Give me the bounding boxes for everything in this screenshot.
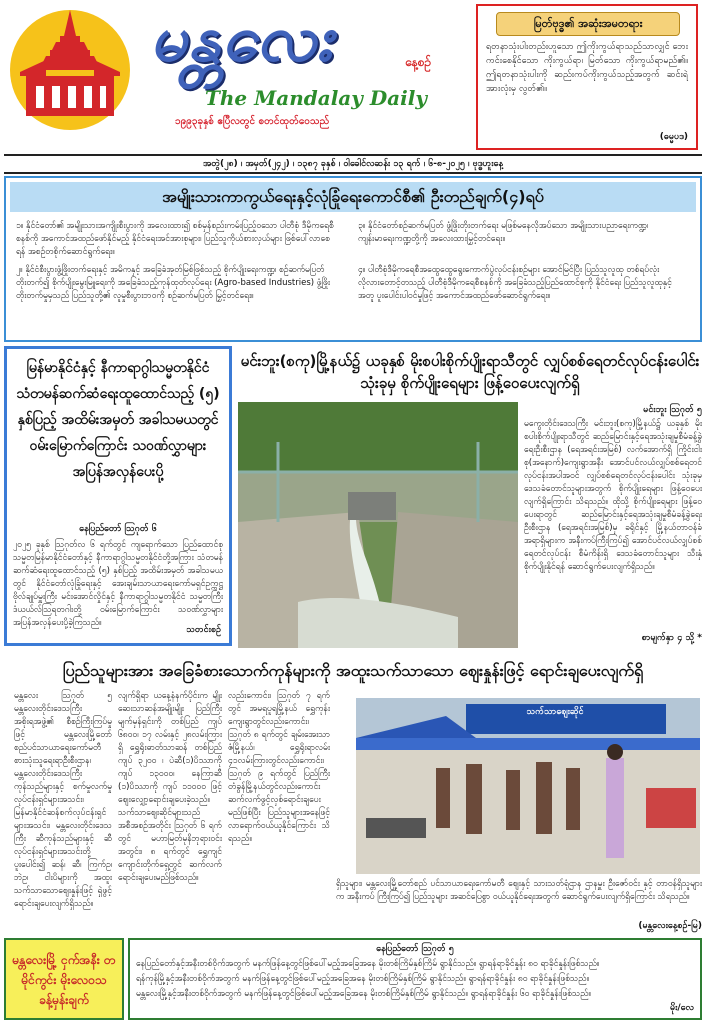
sayings-source: (ဓမ္မပဒ) <box>659 132 688 142</box>
objective-item-4: ၄။ ပါတီစုံဒီမိုကရေစီအထွေထွေရွေးကောက်ပွဲလုပ်ငန်းစဉ်များ အောင်မြင်ပြီး ပြည်သူလူထု တစ်ရပ်လုံး လိုလားတောင့်တသည့် ပါတီစုံဒီမိုကရေစီစနစ်ကို အခြေခံသည့်ပြည်ထောင်စုကို နိုင်ငံရေး ပြည်သူလူထုနှင့်အတူ ပူးပေါင်းပါဝင်မှုဖြင့် အကောင်အထည်ဖော်ဆောင်ရွက်ရေး။ <box>358 265 672 301</box>
photo-banner-text: သက်သာဈေးဆိုင် <box>526 707 584 717</box>
story2-dateline: မင်းဘူး ဩဂုတ် ၅ <box>643 405 702 415</box>
story1-body: ၂၀၂၅ ခုနှစ် ဩဂုတ်လ ၆ ရက်တွင် ကျရောက်သော ပြည်ထောင်စုသမ္မတမြန်မာနိုင်ငံတော်နှင့် နီကာရာဂွါသမ္မတနိုင်ငံတို့အကြား သံတမန်ဆက်ဆံရေးထူထောင်သည့် (၅) နှစ်ပြည့် အထိမ်းအမှတ် အခါသမယတွင် နိုင်ငံတော်လုံခြုံရေးနှင့် အေးချမ်းသာယာရေးကော်မရှင်ဥက္ကဋ္ဌ ဗိုလ်ချုပ်မှူးကြီး မင်းအောင်လှိုင်နှင့် နီကာရာဂွါသမ္မတနိုင်ငံ သမ္မတကြီး ဒံယယ်လ်ဩရတဂါးတို့ ဝမ်းမြောက်ကြောင်း သဝဏ်လွှာများ အပြန်အလှန်ပေးပို့ခဲ့ကြသည်။ <box>13 540 223 628</box>
objective-item-3: ၃။ နိုင်ငံတော်စဉ်ဆက်မပြတ် ဖွံ့ဖြိုးတိုးတက်ရေး မဖြစ်မနေလိုအပ်သော အမျိုးသားပညာရေးကဏ္ဍ၊ ကျန်းမာရေးကဏ္ဍတို့ကို အလေးထားမြှင့်တင်ရေး။ <box>358 221 648 244</box>
story3-headline: ပြည်သူများအား အခြေခံစားသောက်ကုန်များကို အထူးသက်သာသော ဈေးနှုန်းဖြင့် ရောင်းချပေးလျက်ရှိ <box>4 654 702 688</box>
sayings-text: ရတနာသုံးပါးတည်းဟူသော ဤကိုးကွယ်ရာသည်သာလျှင် ဘေးကင်းစေနိုင်သော ကိုးကွယ်ရာ၊ မြတ်သော ကိုးကွယ်ရာမည်၏။ ဤရတနာသုံးပါးကို ဆည်းကပ်ကိုးကွယ်သည့်အတွက် ဆင်းရဲအားလုံးမှ လွတ်၏။ <box>486 42 688 94</box>
objectives-box <box>4 176 702 342</box>
weather-label-box: မန္တလေးမြို့ ငှက်အနီး တမိုင်ကွင်း မိုးလေဝသ ခန့်မှန်းချက် <box>4 938 124 1020</box>
masthead-title: မန္တလေး <box>150 2 334 76</box>
objective-item-2: ၂။ နိုင်ငံစီးပွားဖွံ့ဖြိုးတက်ရေးနှင့် အမိကနှင့် အခြေခံအုတ်မြစ်ဖြစ်သည့် စိုက်ပျိုးရေးကဏ္ဍ၊ စဉ်ဆက်မပြတ်တိုးတက်၍ စိုက်ပျိုးမွေးမြူရေးကို အခြေခံသည့်ကုန်ထုတ်လုပ်ရေး (Agro-based Industries) ဖွံ့ဖြိုးတိုးတက်မှုမှသည် ပြည်သူတို့၏ လူမှုစီးပွားဘဝကို စဉ်ဆက်မပြတ် မြှင့်တင်ရေး။ <box>16 265 331 301</box>
market-stall-photo <box>356 698 700 874</box>
story1-source: သတင်းစဉ် <box>186 625 221 635</box>
irrigation-water-photo <box>238 402 518 648</box>
story1-headline: မြန်မာနိုင်ငံနှင့် နီကာရာဂွါသမ္မတနိုင်ငံ သံတမန်ဆက်ဆံရေးထူထောင်သည့် (၅) နှစ်ပြည့် အထိမ်းအမှတ် အခါသမယတွင် ဝမ်းမြောက်ကြောင်း သဝဏ်လွှာများ အပြန်အလှန်ပေးပို့ <box>16 360 220 480</box>
masthead-english-name: The Mandalay Daily <box>205 86 427 110</box>
story3-column-2: လျက်ရှိရာ ယနေ့နံနက်ပိုင်းက မျိုးဆေးသာဆန်အမျိုးမျိုး ပြည်ကြီးမျက်မှန်ရှင်းကို တစ်ပြည် ကျပ် ၆၈၀၀၊ ၁၇ လမ်းနှင့် ၂၈လမ်းကြားရှိ ရွှေရိုးဓာတ်သာဆန် တစ်ပြည် ကျပ် ၃၂၀၀ ၊ ပဲဆီ(၁)ပိဿာကို ကျပ် ၁၃၀၀၀၊ နေကြာဆီ (၁)ပိဿာကို ကျပ် ၁၁၀၀၀ ဖြင့် ဈေးလျှော့ရောင်းချပေးခဲ့သည်။ သက်သာဈေးဆိုင်များသည် အစီအစဉ်အတိုင်း ဩဂုတ် ၆ ရက်တွင် မဟာမြတ်မုနိဘုရားဝင်းအတွင်း၊ ၈ ရက်တွင် ရွှေကျင်ကျောင်းတိုက်ရှေ့တွင် ဆက်လက်ရောင်းချပေးမည်ဖြစ်သည်။ <box>118 691 222 883</box>
story3-column-1: မန္တလေး ဩဂုတ် ၅ မန္တလေးတိုင်းဒေသကြီး အစိုးရအဖွဲ့၏ စီစဉ်ကြီးကြပ်မှုဖြင့် မန္တလေးမြို့တော်စည်ပင်သာယာရေးကော်မတီ စားသုံးသူရေးရာဦးစီးဌာန၊ မန္တလေးတိုင်းဒေသကြီး ကုန်သည်များနှင့် စက်မှုလက်မှုလုပ်ငန်းရှင်များအသင်း၊ မြန်မာနိုင်ငံဆန်စက်လုပ်ငန်းရှင်များအသင်း၊ မန္တလေးတိုင်းဒေသကြီး ဆီကုန်သည်များနှင့် ဆီလုပ်ငန်းရှင်များအသင်းတို့ ပူးပေါင်း၍ ဆန်၊ ဆီ၊ ကြက်ဥ၊ ဘဲဥ၊ ငါးပိများကို အထူးသက်သာသောဈေးနှုန်းဖြင့် ရှဲဖွင့်ရောင်းချပေးလျက်ရှိသည်။ <box>14 691 112 909</box>
story2-continued-link: စာမျက်နှာ ၄ သို့ * <box>641 633 702 643</box>
weather-line-mandalay: မန္တလေးမြို့နှင့်အနီးတစ်ဝိုက်အတွက် မနက်ဖြန်နေ့တွင်ဖြစ်ပေါ်မည့်အခြေအနေ မိုးတစ်ကြိမ်နှစ်ကြိမ် ရွာနိုင်သည်။ ရွာရန်ရာခိုင်နှုန်း ၆၀ ရာခိုင်နှုန်းဖြစ်သည်။ <box>136 989 591 999</box>
masthead-motto: ၁၉၉၃ခုနှစ် ဧပြီလတွင် စတင်ထုတ်ဝေသည် <box>175 116 330 127</box>
weather-signature: မိုး/လေ <box>669 1003 694 1013</box>
story1-dateline: နေပြည်တော် ဩဂုတ် ၆ <box>79 524 157 534</box>
objective-item-1: ၁။ နိုင်ငံတော်၏ အမျိုးသားအကျိုးစီးပွားကို အလေးထား၍ စစ်မှန်စည်းကမ်းပြည့်ဝသော ပါတီစုံ ဒီမိုကရေစီစနစ်ကို အကောင်အထည်ဖော်နိုင်မည့် နိုင်ငံရေးအင်အားစုများ၊ ပြည်သူကိုယ်စားလှယ်များ ဖြစ်ပေါ်လာစေရန် အစဉ်တစိုက်ဆောင်ရွက်ရေး။ <box>16 221 334 257</box>
issue-info-bar: အတွဲ(၂၈) ၊ အမှတ်(၂၄၂) ၊ ၁၃၈၇ ခုနှစ် ၊ ဝါခေါင်လဆန်း ၁၃ ရက် ၊ ၆-၈-၂၀၂၅ ၊ ဗုဒ္ဓဟူးနေ့ <box>4 154 702 174</box>
weather-line-naypyitaw: နေပြည်တော်နှင့်အနီးတစ်ဝိုက်အတွက် မနက်ဖြန်နေ့တွင်ဖြစ်ပေါ်မည့်အခြေအနေ မိုးတစ်ကြိမ်နှစ်ကြိမ် ရွာနိုင်သည်။ ရွာရန်ရာခိုင်နှုန်း ၈၀ ရာခိုင်နှုန်းဖြစ်သည်။ <box>136 959 600 969</box>
story3-source: (မန္တလေးနေ့စဉ်-မြ) <box>638 921 702 931</box>
weather-forecast-box <box>128 938 702 1020</box>
objectives-title: အမျိုးသားကာကွယ်ရေးနှင့်လုံခြုံရေးကောင်စီ၏ ဦးတည်ချက်(၄)ရပ် <box>10 182 696 212</box>
masthead-edition: နေ့စဉ် <box>405 55 432 69</box>
story-diplomatic-anniversary <box>4 346 232 646</box>
sayings-title: မြတ်ဗုဒ္ဓ၏ အဆုံးအမတရား <box>496 12 680 36</box>
weather-line-yangon: ရန်ကုန်မြို့နှင့်အနီးတစ်ဝိုက်အတွက် မနက်ဖြန်နေ့တွင်ဖြစ်ပေါ်မည့်အခြေအနေ မိုးတစ်ကြိမ်နှစ်ကြိမ် ရွာနိုင်သည်။ ရွာရန်ရာခိုင်နှုန်း ၈၀ ရာခိုင်နှုန်းဖြစ်သည်။ <box>136 974 590 984</box>
sayings-box <box>476 4 698 150</box>
weather-dateline: နေပြည်တော် ဩဂုတ် ၅ <box>376 944 454 954</box>
story3-column-3: လည်းကောင်း၊ ဩဂုတ် ၇ ရက်တွင် အမရပူရမြို့နယ် ရွှေကုန်းကျေးရွာတွင်လည်းကောင်း၊ ဩဂုတ် ၈ ရက်တွင် ချမ်းအေးသာဇံမြို့နယ်၊ ရွှေရိုးရာလမ်း ၄၁လမ်းကြားတွင်လည်းကောင်း၊ ဩဂုတ် ၉ ရက်တွင် ပြည်ကြီးတံခွန်မြို့နယ်တွင်လည်းကောင်း ဆက်လက်ဖွင့်လှစ်ရောင်းချပေးမည်ဖြစ်ပြီး ပြည်သူများအနေဖြင့် လာရောက်ဝယ်ယူနိုင်ကြောင်း သိရသည်။ <box>228 691 330 844</box>
story2-body: မကွေးတိုင်းဒေသကြီး မင်းဘူး(စကု)မြို့နယ်၌ ယခုနှစ် မိုးစပါးစိုက်ပျိုးရာသီတွင် ဆည်မြောင်းနှင့်ရေအသုံးချမှုစီမံခန့်ခွဲရေးဦးစီးဌာန (ရေအရင်းအမြစ်) လက်အောက်ရှိ ကြိုင်းငါးစု(အနောက်)ကျေးရွာအနီး အောင်ပင်လယ်လျှပ်စစ်ရေတင်လုပ်ငန်းအပါအဝင် လျှပ်စစ်ရေတင်လုပ်ငန်းပေါင်း သုံးခုမှ ဒေသခံတောင်သူများအတွက် စိုက်ပျိုးရေများ ဖြန့်ဝေပေးလျက်ရှိကြောင်း သိရသည်။ ထိုသို့ စိုက်ပျိုးရေများ ဖြန့်ဝေပေးရာတွင် ဆည်မြောင်းနှင့်ရေအသုံးချမှုစီမံခန့်ခွဲရေးဦးစီးဌာန (ရေအရင်းအမြစ်)မှ ခရိုင်နှင့် မြို့နယ်တာဝန်ခံအရာရှိများက အနီးကပ်ကြီးကြပ်၍ အောင်ပင်လယ်လျှပ်စစ်ရေတင်လုပ်ငန်း စီမံကိန်းရှိ ဒေသခံတောင်သူများ သီးနှံစိုက်ပျိုးနိုင်ရန် ဆောင်ရွက်ပေးလျက်ရှိသည်။ <box>524 419 702 572</box>
pagoda-logo <box>6 6 134 134</box>
story2-headline: မင်းဘူး(စကု)မြို့နယ်၌ ယခုနှစ် မိုးစပါးစိုက်ပျိုးရာသီတွင် လျှပ်စစ်ရေတင်လုပ်ငန်းပေါင်း သုံးခုမှ စိုက်ပျိုးရေများ ဖြန့်ဝေပေးလျက်ရှိ <box>240 352 700 392</box>
story3-bottom-text: ရှိသူများ၊ မန္တလေးမြို့တော်စည် ပင်သာယာရေးကော်မတီ ဈေးနှင့် သားသတ်ရုံဌာန ဌာနမှူး ဦးဇော်ဝင်း နှင့် တာဝန်ရှိသူများက အနီးကပ် ကြီးကြပ်၍ ပြည်သူများ အဆင်ပြေစွာ ဝယ်ယူနိုင်ရေးအတွက် ဆောင်ရွက်ပေးလျက်ရှိကြောင်း သိရသည်။ <box>336 879 702 902</box>
